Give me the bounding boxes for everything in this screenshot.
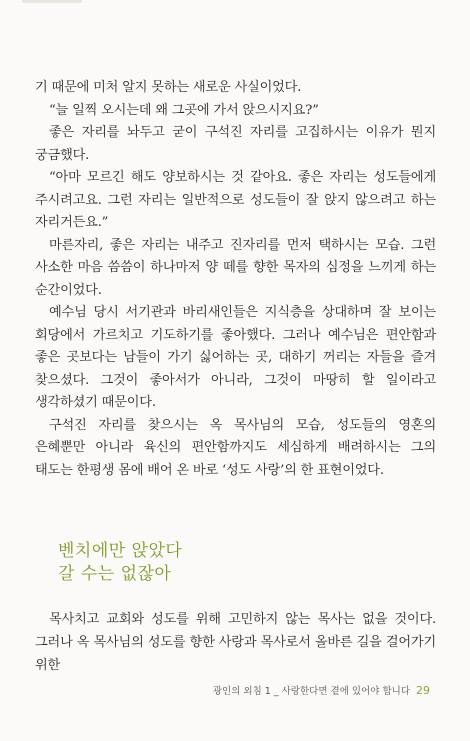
paragraph-quote-question: “늘 일찍 오시는데 왜 그곳에 가서 앉으시지요?” <box>49 102 319 118</box>
section-heading-line-2: 갈 수는 없잖아 <box>58 564 172 584</box>
paragraph: 좋은 자리를 놔두고 굳이 구석진 자리를 고집하시는 이유가 뭔지 궁금했다. <box>35 125 436 163</box>
running-title: 광인의 외침 1 _ 사랑한다면 곁에 있어야 합니다 <box>212 686 410 697</box>
body-text-section-2 <box>35 608 436 677</box>
paragraph: 마른자리, 좋은 자리는 내주고 진자리를 먼저 택하시는 모습. 그런 사소한 마음 씀씀이 하나마저 양 떼를 향한 목자의 심정을 느끼게 하는 순간이었다. <box>35 237 436 298</box>
body-text <box>35 77 436 482</box>
paragraph: 예수님 당시 서기관과 바리새인들은 지식층을 상대하며 잘 보이는 회당에서 가르치고 기도하기를 좋아했다. 그러나 예수님은 편안함과 좋은 곳보다는 남들이 가기 싫어하는 곳, 대하기 꺼리는 자들을 즐겨 찾으셨다. 그것이 좋아서가 아니라, 그것이 마땅히 할 일이라고 생각하셨기 때문이다. <box>35 305 436 410</box>
paragraph: 구석진 자리를 찾으시는 옥 목사님의 모습, 성도들의 영혼의 은혜뿐만 아니라 육신의 편안함까지도 세심하게 배려하시는 그의 태도는 한평생 몸에 배어 온 바로 ‘성도 사랑’의 한 표현이었다. <box>35 417 436 478</box>
section-heading-line-1: 벤치에만 앉았다 <box>58 541 183 561</box>
page-footer <box>213 683 430 697</box>
page-number: 29 <box>416 684 430 697</box>
paragraph: 목사치고 교회와 성도를 위해 고민하지 않는 목사는 없을 것이다. 그러나 옥 목사님의 성도를 향한 사랑과 목사로서 올바른 길을 걸어가기 위한 <box>35 612 436 673</box>
section-heading <box>58 540 182 586</box>
paragraph-quote-answer: “아마 모르긴 해도 양보하시는 것 같아요. 좋은 자리는 성도들에게 주시려고요. 그런 자리는 일반적으로 성도들이 잘 앉지 않으려고 하는 자리거든요.” <box>35 170 436 230</box>
top-edge-mark <box>22 0 82 3</box>
paragraph-continuation: 기 때문에 미처 알지 못하는 새로운 사실이었다. <box>35 80 302 95</box>
